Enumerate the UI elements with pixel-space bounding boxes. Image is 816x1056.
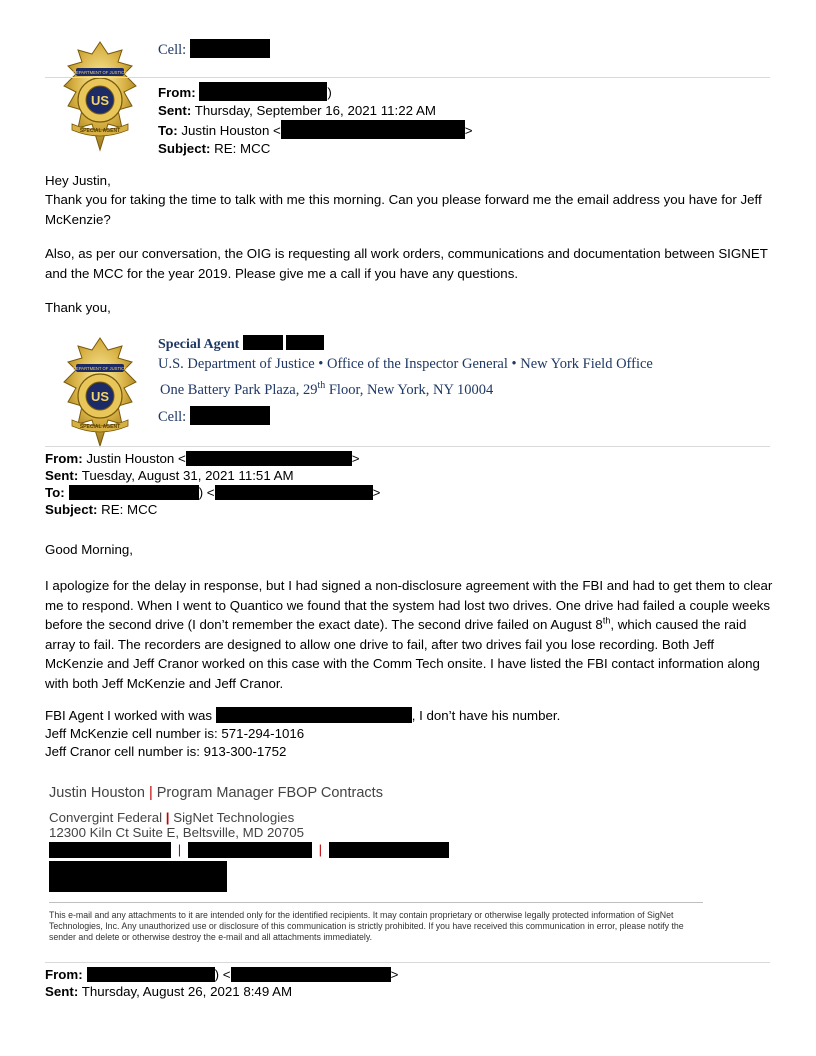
email2-subject-label: Subject: <box>45 502 98 517</box>
redacted-email-address <box>49 861 227 877</box>
doj-badge-image <box>62 40 138 152</box>
email2-body-pre: I apologize for the delay in response, but I had signed a non-disclosure agreement with the FBI and had to get them to clear me to respond. When I went to Quantico we found that the system had lost two drives. One drive had failed a couple weeks before the second drive (I don’t remember the exact date). The second drive failed on August 8 <box>45 578 773 632</box>
sig2-cell-line <box>158 406 270 426</box>
email2-to-mid: ) < <box>198 485 215 500</box>
email2-from-line <box>45 450 380 467</box>
email1-paragraph-1: Thank you for taking the time to talk with me this morning. Can you please forward me the email address you have for Jeff McKenzie? <box>45 192 762 227</box>
email1-to-value: Justin Houston < <box>177 123 281 138</box>
email1-from-suffix: ) <box>327 85 332 100</box>
signature-pipe: | <box>177 842 182 857</box>
signature-name: Justin Houston <box>49 785 145 801</box>
email3-from-line <box>45 966 398 983</box>
email2-fbi-line <box>45 706 775 726</box>
email2-to-line <box>45 484 380 501</box>
email2-from-label: From: <box>45 451 83 466</box>
email3-from-label: From: <box>45 967 83 982</box>
redacted-sender-email <box>231 967 391 982</box>
header-divider-3 <box>45 962 770 963</box>
email1-subject-label: Subject: <box>158 141 211 156</box>
email1-subject-line <box>158 140 473 158</box>
sig2-address-sup: th <box>317 380 326 391</box>
redacted-recipient-name <box>69 485 199 500</box>
redacted-phone-1 <box>49 842 171 858</box>
redacted-sender-email <box>186 451 352 466</box>
redacted-website <box>49 876 227 892</box>
disclaimer-divider <box>49 902 703 903</box>
email2-headers <box>45 450 380 518</box>
email3-sent-value: Thursday, August 26, 2021 8:49 AM <box>78 984 293 999</box>
email1-sent-line <box>158 102 473 120</box>
email3-headers <box>45 966 398 1000</box>
header-divider-2 <box>45 446 770 447</box>
email2-sent-value: Tuesday, August 31, 2021 11:51 AM <box>78 468 294 483</box>
redacted-phone-2 <box>188 842 312 858</box>
email3-sent-line <box>45 983 398 1000</box>
redacted-recipient-email <box>215 485 373 500</box>
email1-subject-value: RE: MCC <box>210 141 271 156</box>
email2-to-suffix: > <box>372 485 381 500</box>
sig2-title-line <box>158 335 324 353</box>
email1-to-label: To: <box>158 123 178 138</box>
sig2-bullet: • <box>511 356 517 372</box>
redacted-agent-first-name <box>243 335 283 350</box>
sig1-cell-line <box>158 39 270 59</box>
redacted-fbi-agent-name <box>216 707 412 723</box>
sig1-cell-label: Cell: <box>158 42 187 58</box>
confidentiality-disclaimer: This e-mail and any attachments to it are intended only for the identified recipients. It may contain proprietary or otherwise legally protected information of SigNet Technologies, Inc. Any unauthorized use or disclosure of this communication is strictly prohibited. If you have received this communication in error, please notify the sender and delete or otherwise destroy the e-mail and all attachments immediately. <box>49 910 684 942</box>
badge-top-text: DEPARTMENT OF JUSTICE <box>73 366 127 371</box>
email2-from-value: Justin Houston < <box>82 451 186 466</box>
sig2-address-post: Floor, New York, NY 10004 <box>325 381 494 398</box>
signature-name-line <box>49 785 383 801</box>
badge-bottom-text: SPECIAL AGENT <box>79 128 121 134</box>
doj-badge-image <box>62 336 138 448</box>
email2-subject-value: RE: MCC <box>97 502 158 517</box>
email1-sent-value: Thursday, September 16, 2021 11:22 AM <box>191 103 436 118</box>
email3-sent-label: Sent: <box>45 984 79 999</box>
signature-role: Program Manager FBOP Contracts <box>156 785 383 801</box>
sig2-cell-label: Cell: <box>158 409 187 425</box>
badge-bottom-text: SPECIAL AGENT <box>79 424 121 430</box>
badge-top-text: DEPARTMENT OF JUSTICE <box>73 70 127 75</box>
email3-from-mid: ) < <box>214 967 231 982</box>
email2-cranor-line: Jeff Cranor cell number is: 913-300-1752 <box>45 744 287 759</box>
email2-body <box>45 576 775 693</box>
email2-body-post: , which caused the raid array to fail. The recorders are designed to allow one drive to fail, after two drives fail you lose recording. Both Jeff McKenzie and Jeff Cranor worked on this case with the Comm Tech onsite. I have listed the FBI contact information along with both Jeff McKenzie and Jeff Cranor. <box>45 617 760 691</box>
email2-fbi-post: , I don’t have his number. <box>411 708 561 723</box>
signature-pipe: | <box>165 810 170 825</box>
sig2-address-pre: One Battery Park Plaza, 29 <box>160 381 318 398</box>
redacted-recipient-email <box>281 120 465 139</box>
redacted-cell-number <box>190 406 270 425</box>
sig2-title: Special Agent <box>158 337 240 352</box>
email2-sent-line <box>45 467 380 484</box>
redacted-agent-last-name <box>286 335 324 350</box>
sig2-org-doj: U.S. Department of Justice <box>158 356 315 372</box>
redacted-phone-3 <box>329 842 449 858</box>
email3-from-suffix: > <box>390 967 399 982</box>
email1-from-label: From: <box>158 85 196 100</box>
badge-center-text: US <box>90 93 110 108</box>
sig2-org-field-office: New York Field Office <box>520 356 653 372</box>
sig2-org-oig: Office of the Inspector General <box>326 356 508 372</box>
email2-to-label: To: <box>45 485 65 500</box>
email2-from-suffix: > <box>351 451 360 466</box>
badge-center-text: US <box>90 389 110 404</box>
signature-pipe: | <box>148 785 153 801</box>
email1-to-suffix: > <box>464 123 473 138</box>
redacted-sender-name <box>87 967 215 982</box>
signature-redacted-contacts <box>49 842 449 858</box>
email2-subject-line <box>45 501 380 518</box>
signature-company-line <box>49 810 294 825</box>
signature-company-2: SigNet Technologies <box>173 810 295 825</box>
signature-pipe: | <box>318 842 323 857</box>
email2-body-sup: th <box>602 615 611 626</box>
signature-company-1: Convergint Federal <box>49 810 163 825</box>
redacted-sender <box>199 82 327 101</box>
redacted-cell-number <box>190 39 270 58</box>
email1-greeting: Hey Justin, <box>45 173 111 188</box>
sig2-address-line <box>160 380 493 399</box>
email1-sent-label: Sent: <box>158 103 192 118</box>
header-divider-1 <box>45 77 770 78</box>
email1-paragraph-2: Also, as per our conversation, the OIG is requesting all work orders, communications and documentation between SIGNET and the MCC for the year 2019. Please give me a call if you have any questions. <box>45 246 768 281</box>
email1-from-line <box>158 82 473 102</box>
sig2-bullet: • <box>318 356 324 372</box>
email2-mckenzie-line: Jeff McKenzie cell number is: 571-294-1016 <box>45 726 305 741</box>
sig2-org-line <box>158 356 653 373</box>
signature-address: 12300 Kiln Ct Suite E, Beltsville, MD 20705 <box>49 825 304 840</box>
email2-sent-label: Sent: <box>45 468 79 483</box>
email1-headers <box>158 82 473 158</box>
email2-greeting: Good Morning, <box>45 542 133 557</box>
email1-to-line <box>158 120 473 140</box>
email1-closing: Thank you, <box>45 300 111 315</box>
email2-fbi-pre: FBI Agent I worked with was <box>45 708 216 723</box>
